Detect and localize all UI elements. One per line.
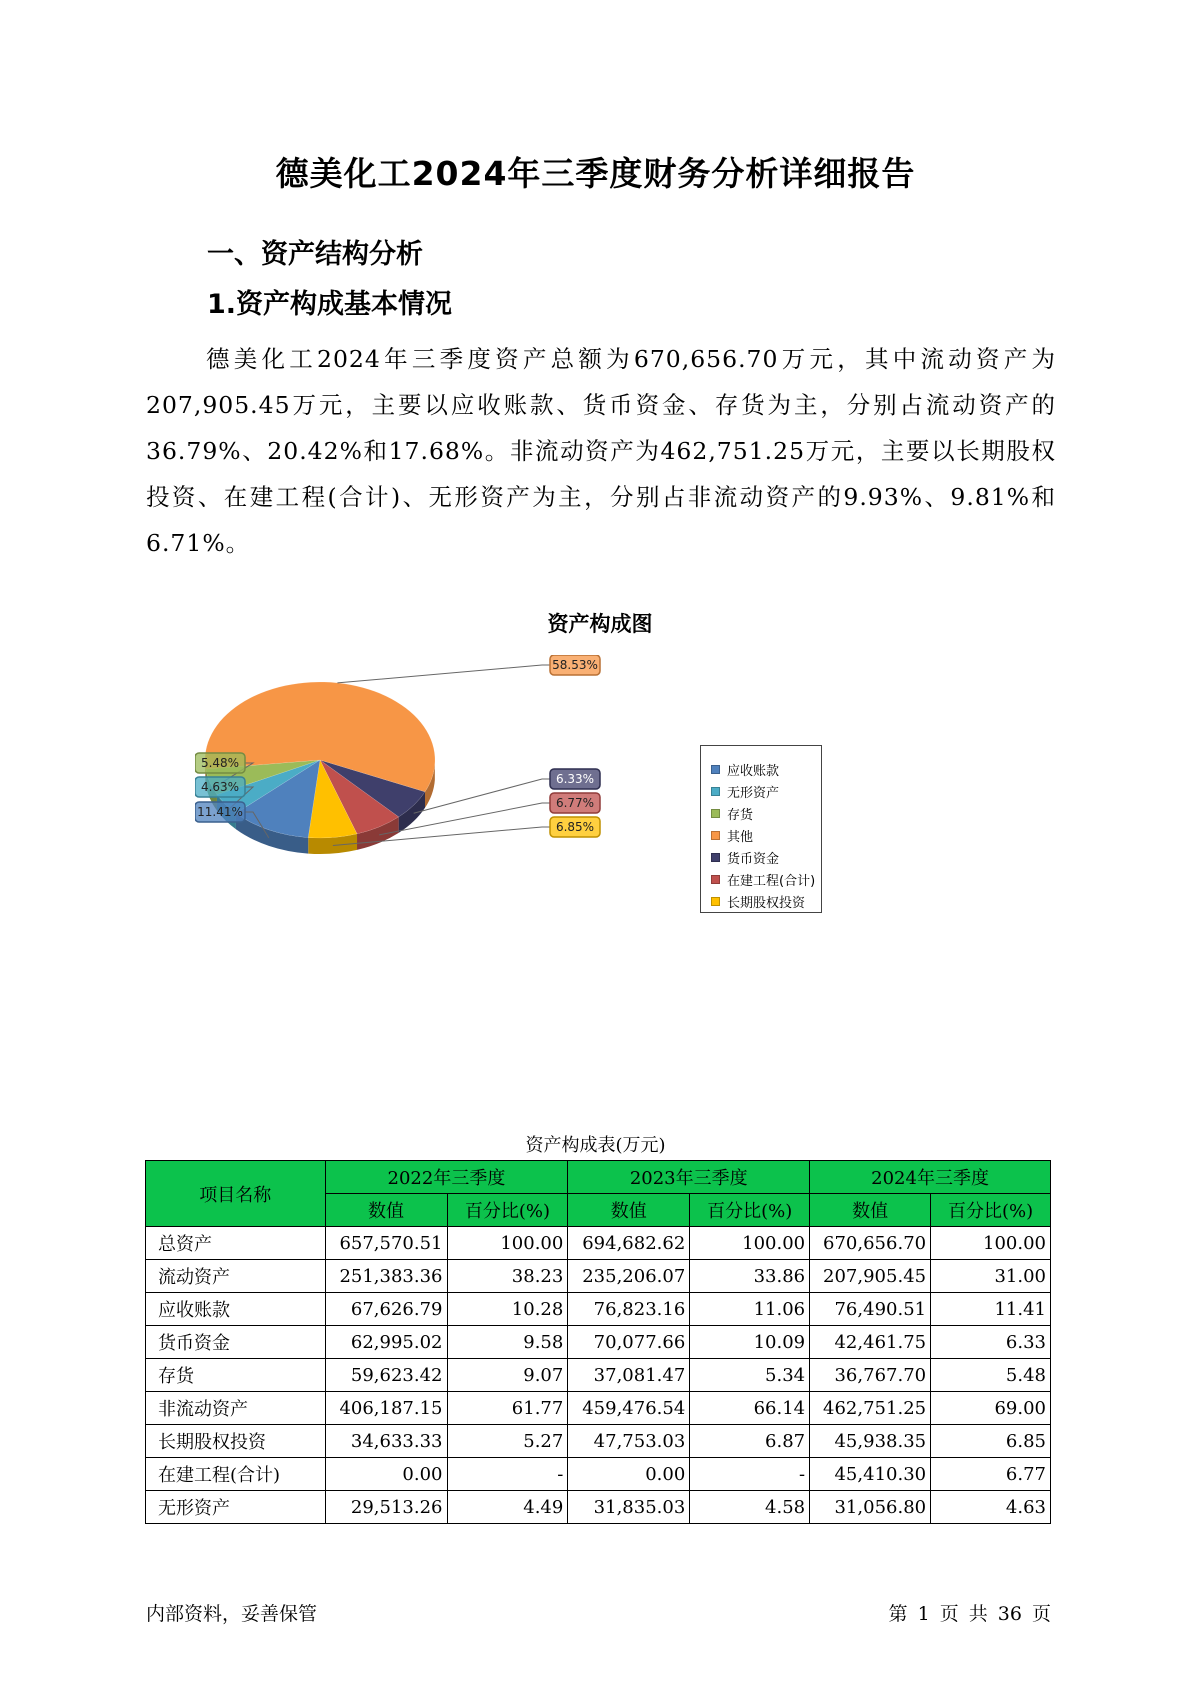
percent-cell: 100.00 [690,1227,810,1260]
legend-item [711,824,821,846]
percent-cell: 66.14 [690,1392,810,1425]
header-item-name: 项目名称 [146,1161,326,1227]
row-label: 应收账款 [146,1293,326,1326]
percent-cell: 4.63 [931,1491,1051,1524]
row-label: 在建工程(合计) [146,1458,326,1491]
table-row [146,1227,1051,1260]
value-cell: 67,626.79 [325,1293,447,1326]
header-percent: 百分比(%) [447,1194,568,1227]
data-label-text: 6.85% [555,820,595,834]
value-cell: 76,490.51 [810,1293,931,1326]
document-title: 德美化工2024年三季度财务分析详细报告 [275,154,916,193]
legend-label: 无形资产 [727,785,780,801]
percent-cell: - [447,1458,568,1491]
data-label [550,655,600,675]
callout-line [337,665,550,683]
data-label-text: 6.33% [555,772,595,786]
legend-swatch [711,853,720,862]
percent-cell: 69.00 [931,1392,1051,1425]
percent-cell: 6.77 [931,1458,1051,1491]
table-caption: 资产构成表(万元) [525,1135,666,1156]
legend-item [711,802,821,824]
value-cell: 36,767.70 [810,1359,931,1392]
data-label [195,802,245,822]
percent-cell: 5.48 [931,1359,1051,1392]
value-cell: 45,938.35 [810,1425,931,1458]
value-cell: 59,623.42 [325,1359,447,1392]
legend-label: 货币资金 [727,851,780,867]
value-cell: 42,461.75 [810,1326,931,1359]
footer-page-number: 第 1 页 共 36 页 [888,1603,1051,1625]
table-row [146,1458,1051,1491]
value-cell: 459,476.54 [568,1392,690,1425]
header-value: 数值 [325,1194,447,1227]
value-cell: 62,995.02 [325,1326,447,1359]
table-row [146,1359,1051,1392]
percent-cell: 6.87 [690,1425,810,1458]
footer-confidential: 内部资料，妥善保管 [146,1603,318,1625]
data-label-text: 4.63% [200,780,240,794]
percent-cell: 38.23 [447,1260,568,1293]
data-label [550,793,600,813]
value-cell: 406,187.15 [325,1392,447,1425]
row-label: 长期股权投资 [146,1425,326,1458]
legend-label: 长期股权投资 [727,895,806,911]
percent-cell: 31.00 [931,1260,1051,1293]
section-heading: 一、资产结构分析 [207,239,423,270]
percent-cell: 4.49 [447,1491,568,1524]
data-label [195,753,245,773]
value-cell: 31,835.03 [568,1491,690,1524]
table-row [146,1260,1051,1293]
legend-item [711,846,821,868]
percent-cell: 11.41 [931,1293,1051,1326]
value-cell: 251,383.36 [325,1260,447,1293]
table-row [146,1392,1051,1425]
subsection-heading: 1.资产构成基本情况 [207,289,453,320]
summary-paragraph: 德美化工2024年三季度资产总额为670,656.70万元，其中流动资产为207,905.45万元，主要以应收账款、货币资金、存货为主，分别占流动资产的36.79%、20.42%和17.68%。非流动资产为462,751.25万元，主要以长期股权投资、在建工程(合计)、无形资产为主，分别占非流动资产的9.93%、9.81%和6.71%。 [146,345,1056,557]
legend-swatch [711,765,720,774]
legend-label: 应收账款 [727,763,780,779]
table-row [146,1326,1051,1359]
chart-legend [700,745,822,913]
row-label: 货币资金 [146,1326,326,1359]
value-cell: 34,633.33 [325,1425,447,1458]
value-cell: 207,905.45 [810,1260,931,1293]
row-label: 无形资产 [146,1491,326,1524]
data-label-text: 58.53% [552,658,598,672]
percent-cell: 9.07 [447,1359,568,1392]
value-cell: 37,081.47 [568,1359,690,1392]
percent-cell: 10.28 [447,1293,568,1326]
header-value: 数值 [568,1194,690,1227]
header-period: 2022年三季度 [325,1161,568,1194]
header-period: 2023年三季度 [568,1161,810,1194]
percent-cell: 100.00 [931,1227,1051,1260]
value-cell: 462,751.25 [810,1392,931,1425]
percent-cell: 11.06 [690,1293,810,1326]
legend-item [711,758,821,780]
legend-swatch [711,809,720,818]
row-label: 总资产 [146,1227,326,1260]
legend-swatch [711,897,720,906]
legend-label: 在建工程(合计) [727,873,816,889]
value-cell: 657,570.51 [325,1227,447,1260]
percent-cell: 10.09 [690,1326,810,1359]
legend-swatch [711,787,720,796]
legend-swatch [711,875,720,884]
percent-cell: 6.33 [931,1326,1051,1359]
value-cell: 0.00 [325,1458,447,1491]
legend-item [711,890,821,912]
percent-cell: 100.00 [447,1227,568,1260]
percent-cell: 4.58 [690,1491,810,1524]
data-label-text: 5.48% [200,756,240,770]
data-label-text: 6.77% [555,796,595,810]
table-row [146,1425,1051,1458]
percent-cell: 6.85 [931,1425,1051,1458]
header-percent: 百分比(%) [690,1194,810,1227]
legend-item [711,868,821,890]
value-cell: 29,513.26 [325,1491,447,1524]
value-cell: 47,753.03 [568,1425,690,1458]
value-cell: 235,206.07 [568,1260,690,1293]
table-row [146,1293,1051,1326]
value-cell: 70,077.66 [568,1326,690,1359]
data-label-text: 11.41% [197,805,243,819]
row-label: 流动资产 [146,1260,326,1293]
percent-cell: - [690,1458,810,1491]
legend-item [711,780,821,802]
asset-pie-chart [195,655,615,880]
header-period: 2024年三季度 [810,1161,1051,1194]
legend-swatch [711,831,720,840]
percent-cell: 5.34 [690,1359,810,1392]
value-cell: 670,656.70 [810,1227,931,1260]
legend-label: 其他 [727,829,754,845]
legend-label: 存货 [727,807,754,823]
row-label: 非流动资产 [146,1392,326,1425]
data-label [550,769,600,789]
value-cell: 45,410.30 [810,1458,931,1491]
data-label [550,817,600,837]
percent-cell: 33.86 [690,1260,810,1293]
row-label: 存货 [146,1359,326,1392]
percent-cell: 5.27 [447,1425,568,1458]
header-percent: 百分比(%) [931,1194,1051,1227]
table-row [146,1491,1051,1524]
value-cell: 31,056.80 [810,1491,931,1524]
value-cell: 76,823.16 [568,1293,690,1326]
value-cell: 0.00 [568,1458,690,1491]
header-value: 数值 [810,1194,931,1227]
value-cell: 694,682.62 [568,1227,690,1260]
data-label [195,777,245,797]
asset-composition-table [145,1160,1051,1524]
percent-cell: 9.58 [447,1326,568,1359]
percent-cell: 61.77 [447,1392,568,1425]
chart-title: 资产构成图 [547,612,653,636]
